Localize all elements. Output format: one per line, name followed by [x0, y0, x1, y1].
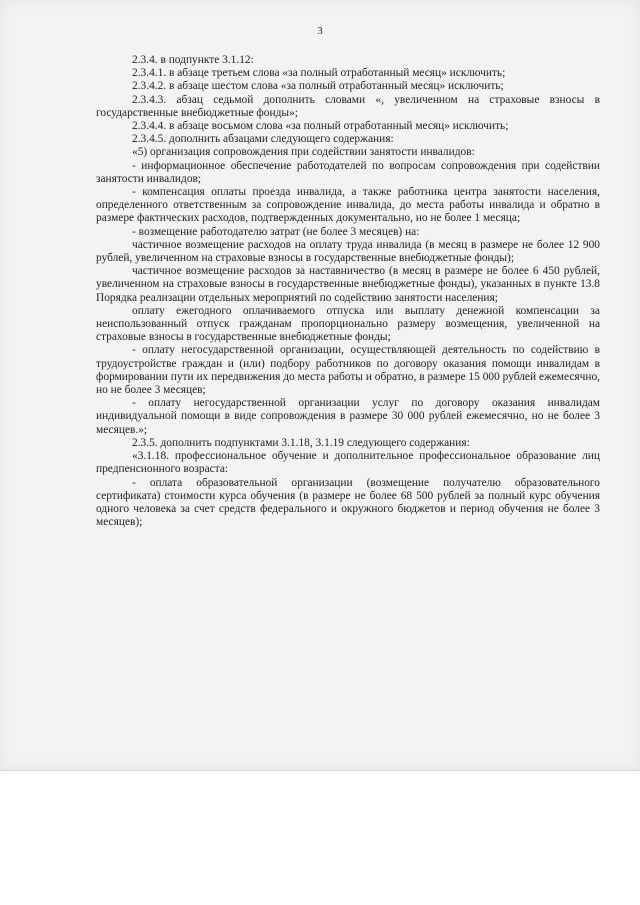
- paragraph: 2.3.4. в подпункте 3.1.12:: [132, 54, 254, 66]
- page-number: 3: [317, 25, 323, 37]
- paragraph: 2.3.5. дополнить подпунктами 3.1.18, 3.1.19 следующего содержания:: [132, 436, 470, 449]
- paragraph: 2.3.4.2. в абзаце шестом слова «за полный отработанный месяц» исключить;: [132, 80, 504, 93]
- paragraph: 2.3.4.3. абзац седьмой дополнить словами «, увеличенном на страховые взносы в государственные внебюджетные фонды»;: [96, 93, 600, 119]
- paragraph: оплату ежегодного оплачиваемого отпуска или выплату денежной компенсации за неиспользованный отпуск гражданам пропорционально размеру возмещения, увеличенной на страховые взносы в государственные внебюджетные фонды;: [96, 304, 600, 344]
- paragraph: - возмещение работодателю затрат (не более 3 месяцев) на:: [132, 225, 420, 238]
- paragraph: 2.3.4.5. дополнить абзацами следующего содержания:: [132, 133, 394, 146]
- paragraph: 2.3.4.1. в абзаце третьем слова «за полный отработанный месяц» исключить;: [132, 67, 506, 80]
- paragraph: - оплату негосударственной организации, осуществляющей деятельность по содействию в трудоустройстве граждан и (или) подбору работников по договору оказания помощи инвалидам в формировании пути их передвижения до места работы и обратно, в размере 15 000 рублей ежемесячно, но не более 3 месяцев;: [96, 344, 600, 397]
- paragraph: частичное возмещение расходов за наставничество (в месяц в размере не более 6 450 рублей, увеличенном на страховые взносы в государственные внебюджетные фонды), указанных в пункте 13.8 Порядка реализации отдельных мероприятий по содействию занятости населения;: [96, 265, 600, 304]
- paragraph: - информационное обеспечение работодателей по вопросам сопровождения при содействии занятости инвалидов;: [96, 159, 600, 185]
- paragraph: «3.1.18. профессиональное обучение и дополнительное профессиональное образование лиц предпенсионного возраста:: [96, 450, 600, 476]
- paragraph: - компенсация оплаты проезда инвалида, а также работника центра занятости населения, определенного ответственным за сопровождение инвалида, до места работы инвалида и обратно в размере фактических расходов, подтвержденных документально, но не более 1 месяца;: [96, 186, 600, 225]
- paragraph: частичное возмещение расходов на оплату труда инвалида (в месяц в размере не более 12 900 рублей, увеличенном на страховые взносы в государственные внебюджетные фонды);: [96, 238, 600, 265]
- paragraph: - оплата образовательной организации (возмещение получателю образовательного сертификата) стоимости курса обучения (в размере не более 68 500 рублей за полный курс обучения одного человека за счет средств федерального и окружного бюджетов и период обучения не более 3 месяцев);: [96, 476, 600, 529]
- paragraph: 2.3.4.4. в абзаце восьмом слова «за полный отработанный месяц» исключить;: [132, 120, 509, 133]
- paragraph: «5) организация сопровождения при содействии занятости инвалидов:: [132, 146, 475, 159]
- document-body: [96, 54, 600, 529]
- paragraph: - оплату негосударственной организации услуг по договору оказания инвалидам индивидуальной помощи в виде сопровождения в размере 30 000 рублей ежемесячно, но не более 3 месяцев.»;: [96, 397, 600, 436]
